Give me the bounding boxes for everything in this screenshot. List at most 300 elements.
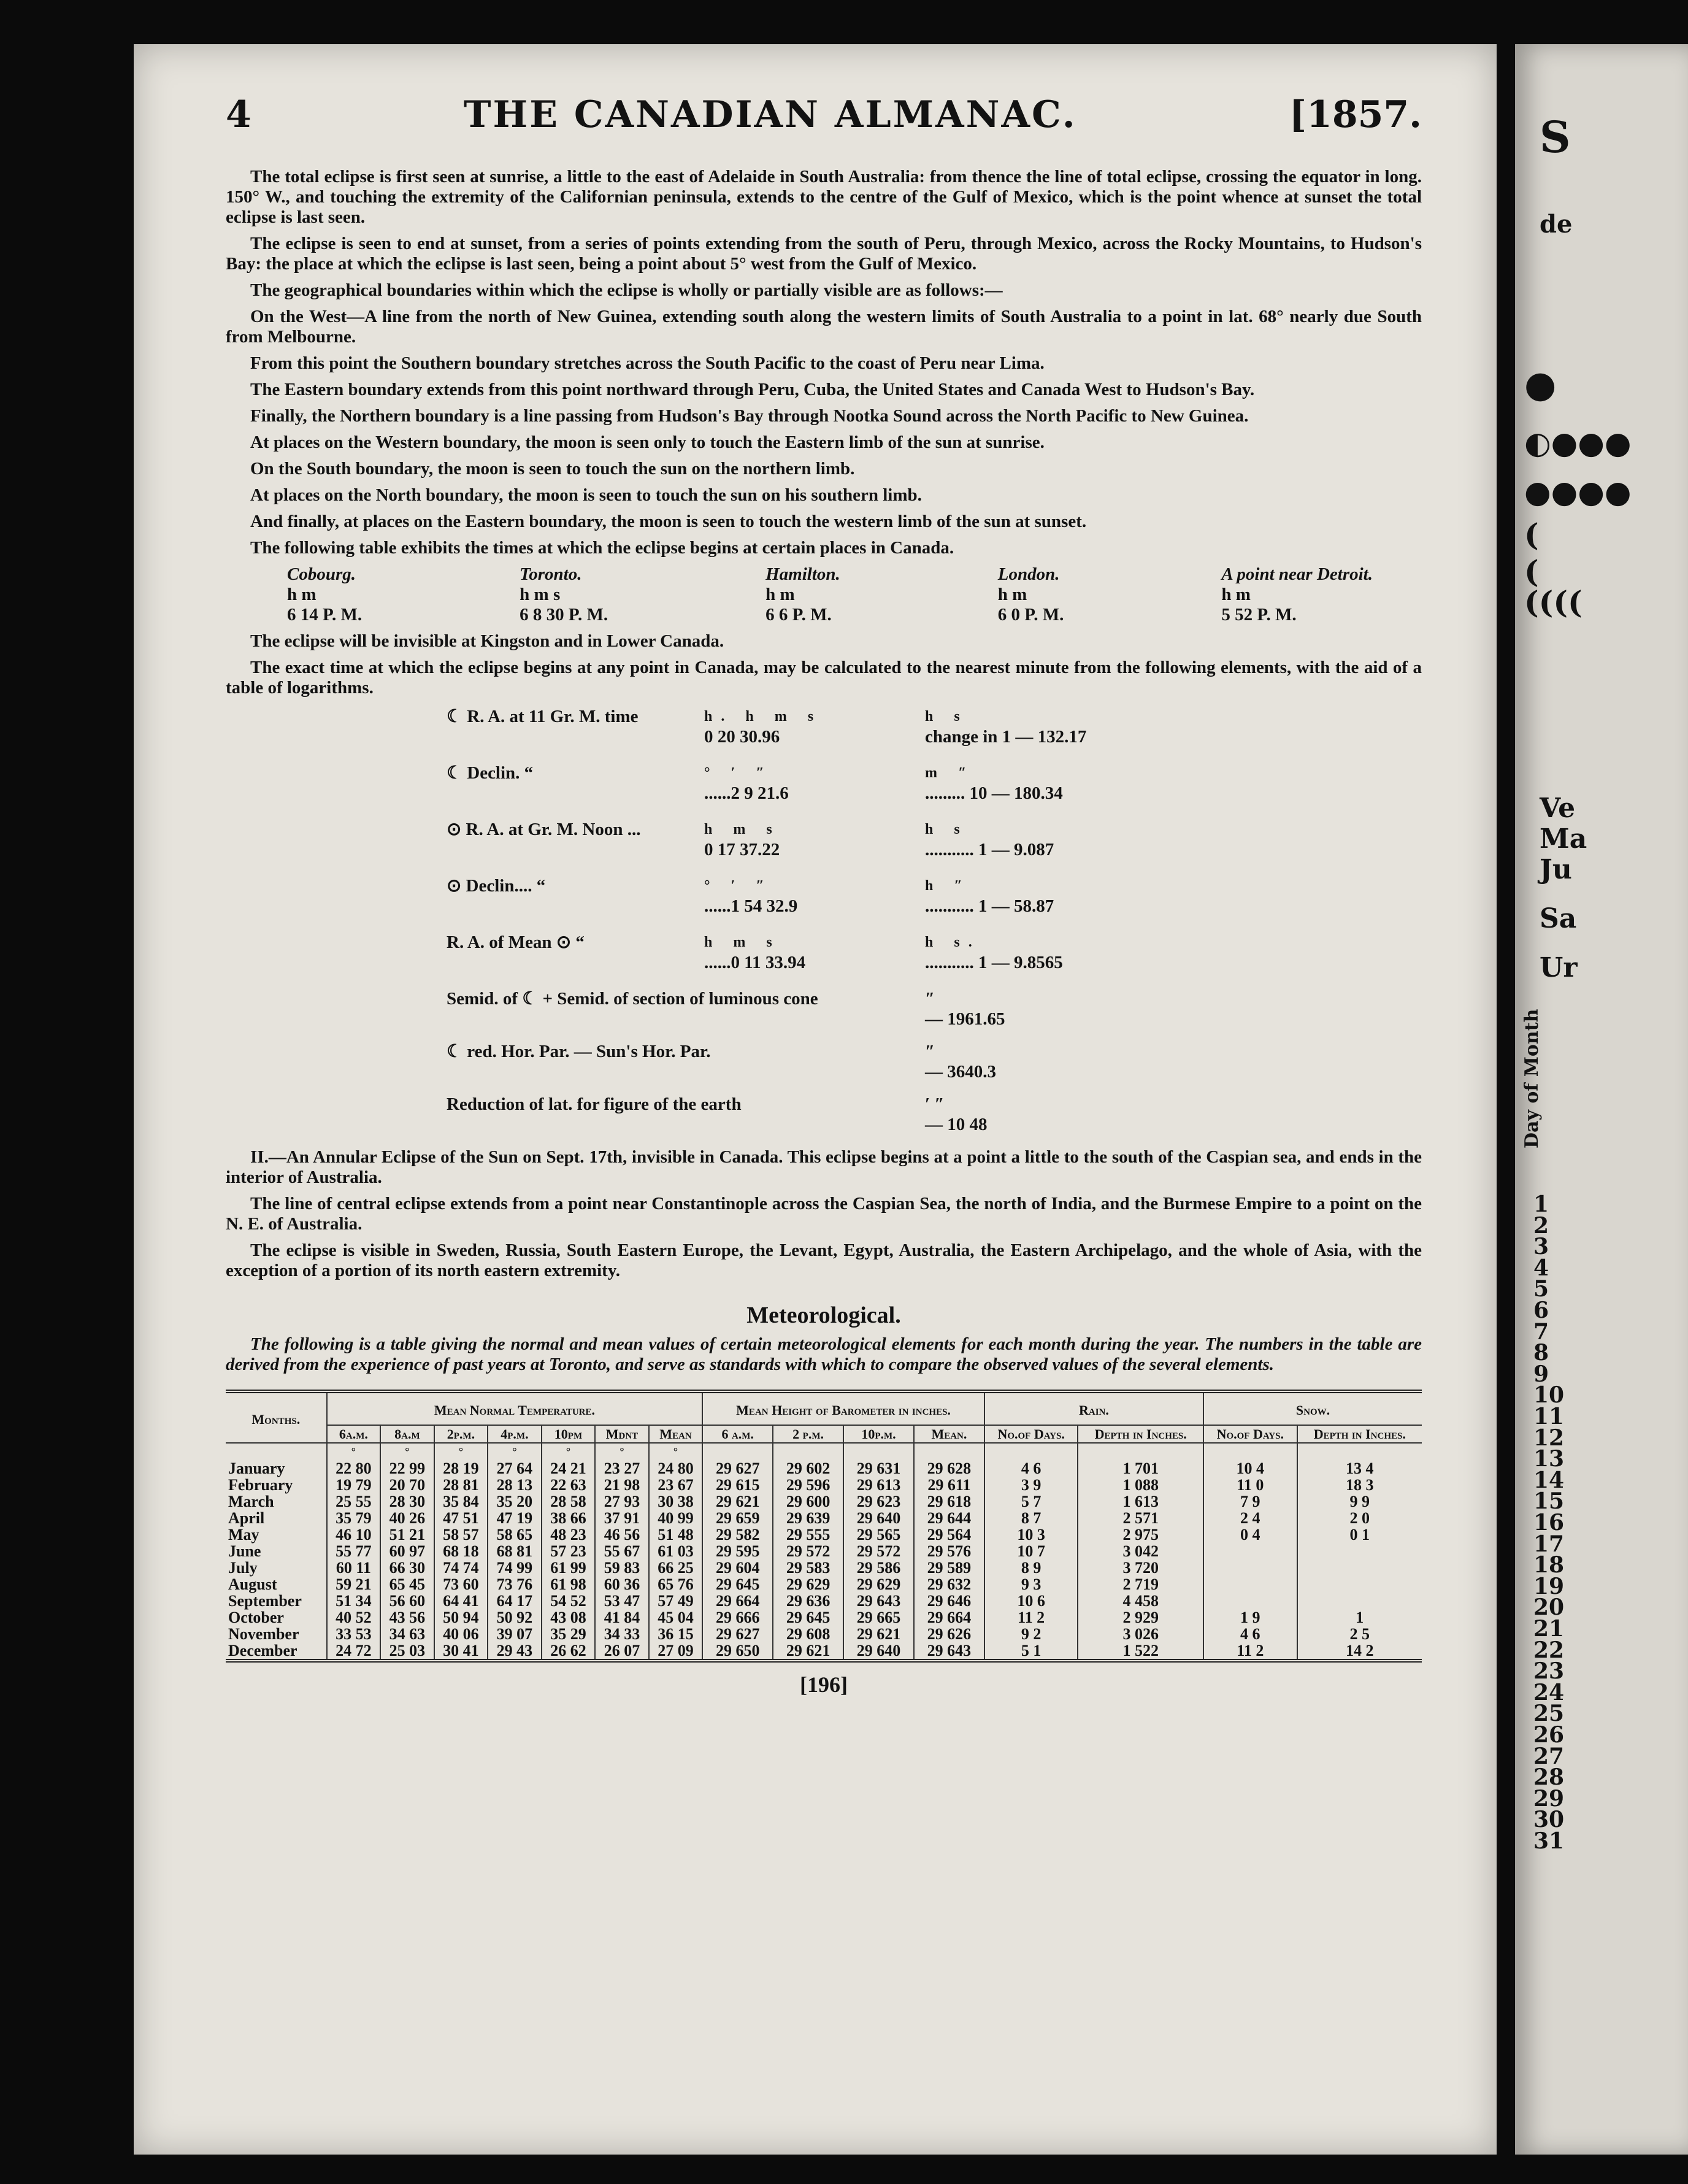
cell-value: 35 29: [542, 1626, 596, 1642]
table-row: [226, 1593, 1422, 1609]
change-units: h s: [925, 709, 969, 725]
day-number: 22: [1533, 1637, 1565, 1663]
column-header: No.of Days.: [1203, 1425, 1297, 1443]
cell-value: [1297, 1559, 1422, 1576]
cell-value: 29 650: [702, 1642, 773, 1661]
cell-value: 23 27: [595, 1460, 649, 1477]
cell-value: 36 15: [649, 1626, 703, 1642]
column-header: 4p.m.: [488, 1425, 542, 1443]
cell-value: 29 664: [702, 1593, 773, 1609]
cell-value: 29 640: [843, 1510, 914, 1526]
column-header: Mdnt: [595, 1425, 649, 1443]
element-change: [925, 820, 1158, 860]
cell-value: 24 72: [327, 1642, 381, 1661]
cell-value: 29 600: [773, 1493, 843, 1510]
cell-value: 55 67: [595, 1543, 649, 1559]
cell-value: 29 623: [843, 1493, 914, 1510]
element-change: [925, 707, 1158, 747]
column-header: No.of Days.: [984, 1425, 1078, 1443]
element-label: ☾ red. Hor. Par. — Sun's Hor. Par.: [447, 1042, 711, 1061]
cell-value: 27 64: [488, 1460, 542, 1477]
element-number: — 10 48: [925, 1115, 988, 1134]
paragraph: The eclipse is seen to end at sunset, from a series of points extending from the south of Peru, through Mexico, across the Rocky Mountains, to Hudson's Bay: the place at which the eclipse is last seen, being a point about 5° west from the Gulf of Mexico.: [226, 234, 1422, 274]
month-name: February: [228, 1476, 293, 1494]
degree-blank: [843, 1443, 914, 1460]
paragraphs-top: [226, 167, 1422, 558]
cell-value: 27 93: [595, 1493, 649, 1510]
city-name: London.: [997, 564, 1060, 584]
day-number: 9: [1533, 1361, 1549, 1387]
cell-value: 10 3: [984, 1526, 1078, 1543]
cell-value: 29 582: [702, 1526, 773, 1543]
city-time: [1221, 564, 1373, 625]
cell-value: 1 522: [1078, 1642, 1203, 1661]
next-page-fragment: ●●●●: [1524, 474, 1632, 510]
day-number: 25: [1533, 1701, 1565, 1727]
city-name: Toronto.: [520, 564, 582, 584]
city-units: h m: [287, 585, 316, 604]
city-time: [765, 564, 840, 625]
cell-value: 40 06: [434, 1626, 488, 1642]
next-page-fragment: (: [1524, 517, 1539, 553]
degree-blank: [1297, 1443, 1422, 1460]
element-label: ⊙ Declin.... “: [447, 876, 546, 896]
cell-value: 2 571: [1078, 1510, 1203, 1526]
element-units: h. h m s: [704, 709, 823, 725]
month-name: March: [228, 1493, 274, 1510]
cell-value: 22 80: [327, 1460, 381, 1477]
cell-value: 29 643: [843, 1593, 914, 1609]
cell-value: 60 36: [595, 1576, 649, 1593]
cell-value: 65 76: [649, 1576, 703, 1593]
day-number: 8: [1533, 1340, 1549, 1366]
element-number: ......0 11 33.94: [704, 953, 806, 972]
cell-value: 13 4: [1297, 1460, 1422, 1477]
element-label: Semid. of ☾ + Semid. of section of luminous cone: [447, 989, 818, 1009]
cell-value: 29 639: [773, 1510, 843, 1526]
degree-blank: [984, 1443, 1078, 1460]
cell-value: 29 666: [702, 1609, 773, 1626]
page-number: 4: [226, 93, 251, 136]
element-value: [704, 876, 925, 917]
degree-blank: [773, 1443, 843, 1460]
cell-value: 29 636: [773, 1593, 843, 1609]
page-content: [226, 93, 1422, 1695]
cell-value: 1 9: [1203, 1609, 1297, 1626]
cell-value: 61 03: [649, 1543, 703, 1559]
degree-blank: [702, 1443, 773, 1460]
cell-value: 26 62: [542, 1642, 596, 1661]
cell-value: [1297, 1593, 1422, 1609]
group-header: Months.: [226, 1391, 327, 1443]
element-row: [447, 707, 1422, 747]
day-number: 26: [1533, 1722, 1565, 1748]
cell-value: [1203, 1593, 1297, 1609]
element-value: [925, 1094, 1158, 1135]
cell-value: 3 9: [984, 1477, 1078, 1493]
day-number: 15: [1533, 1488, 1565, 1515]
city-units: h m: [765, 585, 795, 604]
next-page-edge: [1515, 44, 1688, 2155]
cell-value: 65 45: [380, 1576, 434, 1593]
city-units: h m: [1221, 585, 1251, 604]
next-page-fragment: Ju: [1540, 854, 1572, 885]
cell-value: 29 631: [843, 1460, 914, 1477]
element-row: [447, 876, 1422, 917]
day-number: 5: [1533, 1276, 1549, 1302]
degree-row: [226, 1443, 1422, 1460]
cell-value: 29 611: [914, 1477, 984, 1493]
cell-value: 11 2: [1203, 1642, 1297, 1661]
change-units: h ″: [925, 878, 971, 894]
element-row: [447, 820, 1422, 860]
column-header: Depth in Inches.: [1297, 1425, 1422, 1443]
cell-value: 35 84: [434, 1493, 488, 1510]
cell-value: 9 9: [1297, 1493, 1422, 1510]
next-page-fragment: (: [1524, 553, 1539, 590]
element-units: ′ ″: [925, 1094, 945, 1114]
cell-value: 29 596: [773, 1477, 843, 1493]
cell-value: 11 0: [1203, 1477, 1297, 1493]
element-label: R. A. of Mean ⊙ “: [447, 932, 585, 952]
cell-value: 28 19: [434, 1460, 488, 1477]
cell-value: 19 79: [327, 1477, 381, 1493]
city-time: [287, 564, 362, 625]
cell-value: 48 23: [542, 1526, 596, 1543]
month-name: July: [228, 1559, 258, 1577]
cell-value: 29 645: [702, 1576, 773, 1593]
day-number: 4: [1533, 1255, 1549, 1281]
table-row: [226, 1626, 1422, 1642]
cell-value: 64 17: [488, 1593, 542, 1609]
cell-value: 2 975: [1078, 1526, 1203, 1543]
cell-value: 34 63: [380, 1626, 434, 1642]
element-units: ° ′ ″: [704, 878, 773, 894]
day-number: 7: [1533, 1318, 1549, 1345]
cell-value: 3 720: [1078, 1559, 1203, 1576]
cell-value: 61 99: [542, 1559, 596, 1576]
cell-value: 29 629: [843, 1576, 914, 1593]
cell-value: 51 21: [380, 1526, 434, 1543]
next-page-fragment: Ur: [1540, 952, 1578, 983]
cell-value: 51 48: [649, 1526, 703, 1543]
degree-mark: °: [595, 1443, 649, 1460]
paragraph: II.—An Annular Eclipse of the Sun on Sept. 17th, invisible in Canada. This eclipse begins at a point a little to the south of the Caspian sea, and ends in the interior of Australia.: [226, 1147, 1422, 1187]
cell-value: 29 621: [843, 1626, 914, 1642]
cell-value: 30 41: [434, 1642, 488, 1661]
cell-value: [1203, 1559, 1297, 1576]
paragraph: The geographical boundaries within which the eclipse is wholly or partially visible are as follows:—: [250, 280, 1003, 300]
cell-value: 7 9: [1203, 1493, 1297, 1510]
paragraph: The line of central eclipse extends from a point near Constantinople across the Caspian Sea, the north of India, and the Burmese Empire to a point on the N. E. of Australia.: [226, 1194, 1422, 1234]
cell-value: 59 83: [595, 1559, 649, 1576]
cell-value: 25 55: [327, 1493, 381, 1510]
page-label: [196]: [800, 1672, 848, 1697]
cell-value: 50 94: [434, 1609, 488, 1626]
group-header: Snow.: [1203, 1391, 1422, 1425]
day-number: 27: [1533, 1743, 1565, 1769]
cell-value: 30 38: [649, 1493, 703, 1510]
day-number: 31: [1533, 1828, 1565, 1854]
table-row: [226, 1576, 1422, 1593]
cell-value: 29 595: [702, 1543, 773, 1559]
cell-value: 74 74: [434, 1559, 488, 1576]
cell-value: 29 665: [843, 1609, 914, 1626]
city-time: [998, 564, 1064, 625]
cell-value: 56 60: [380, 1593, 434, 1609]
element-number: — 3640.3: [925, 1062, 996, 1082]
day-number: 2: [1533, 1212, 1549, 1239]
cell-value: 22 63: [542, 1477, 596, 1493]
cell-value: 37 91: [595, 1510, 649, 1526]
element-extra-row: [447, 1094, 1422, 1135]
day-number: 1: [1533, 1191, 1549, 1217]
cell-value: 9 2: [984, 1626, 1078, 1642]
day-number: 14: [1533, 1467, 1565, 1493]
change-value: ........... 1 — 9.087: [925, 840, 1054, 859]
element-extra-row: [447, 1042, 1422, 1082]
column-header: 8a.m: [380, 1425, 434, 1443]
cell-value: 28 81: [434, 1477, 488, 1493]
day-number: 28: [1533, 1764, 1565, 1791]
cell-value: 1 701: [1078, 1460, 1203, 1477]
element-value: [925, 989, 1158, 1029]
cell-value: 33 53: [327, 1626, 381, 1642]
cell-value: [1203, 1543, 1297, 1559]
cell-value: 68 18: [434, 1543, 488, 1559]
almanac-page: [134, 44, 1497, 2155]
cell-value: 74 99: [488, 1559, 542, 1576]
day-number: 24: [1533, 1679, 1565, 1705]
cell-value: 5 1: [984, 1642, 1078, 1661]
degree-blank: [226, 1443, 327, 1460]
table-row: [226, 1642, 1422, 1661]
paragraph: Finally, the Northern boundary is a line passing from Hudson's Bay through Nootka Sound across the North Pacific to New Guinea.: [250, 406, 1249, 426]
cell-value: 60 11: [327, 1559, 381, 1576]
cell-value: 29 608: [773, 1626, 843, 1642]
paragraph: And finally, at places on the Eastern boundary, the moon is seen to touch the western limb of the sun at sunset.: [250, 512, 1087, 531]
element-units: ″: [925, 1042, 935, 1061]
cell-value: 0 1: [1297, 1526, 1422, 1543]
cell-value: 54 52: [542, 1593, 596, 1609]
next-page-fragment: ●: [1524, 363, 1557, 406]
paragraph: The Eastern boundary extends from this point northward through Peru, Cuba, the United States and Canada West to Hudson's Bay.: [250, 380, 1255, 399]
cell-value: 28 58: [542, 1493, 596, 1510]
cell-value: 29 589: [914, 1559, 984, 1576]
city-time: [520, 564, 608, 625]
table-row: [226, 1510, 1422, 1526]
cell-value: 29 628: [914, 1460, 984, 1477]
cell-value: 43 08: [542, 1609, 596, 1626]
cell-value: 29 621: [773, 1642, 843, 1661]
column-header: 2 p.m.: [773, 1425, 843, 1443]
month-name: November: [228, 1625, 299, 1643]
day-number: 16: [1533, 1510, 1565, 1536]
cell-value: 50 92: [488, 1609, 542, 1626]
table-row: [226, 1460, 1422, 1477]
cell-value: 51 34: [327, 1593, 381, 1609]
group-header: Mean Normal Temperature.: [327, 1391, 703, 1425]
cell-value: 66 30: [380, 1559, 434, 1576]
day-number: 13: [1533, 1446, 1565, 1472]
cell-value: 11 2: [984, 1609, 1078, 1626]
next-page-fragment: Sa: [1540, 903, 1577, 934]
element-change: [925, 763, 1158, 804]
city-value: 5 52 P. M.: [1221, 605, 1297, 625]
month-name: January: [228, 1459, 285, 1477]
element-row: [447, 763, 1422, 804]
cell-value: 10 7: [984, 1543, 1078, 1559]
degree-blank: [1078, 1443, 1203, 1460]
cell-value: 8 9: [984, 1559, 1078, 1576]
cell-value: 2 4: [1203, 1510, 1297, 1526]
element-value: [704, 820, 925, 860]
change-value: ........... 1 — 9.8565: [925, 953, 1063, 972]
day-number: 19: [1533, 1573, 1565, 1599]
cell-value: 55 77: [327, 1543, 381, 1559]
city-value: 6 6 P. M.: [765, 605, 832, 625]
cell-value: 29 604: [702, 1559, 773, 1576]
article-body: [226, 167, 1422, 1695]
change-units: m ″: [925, 765, 975, 781]
column-header: 2p.m.: [434, 1425, 488, 1443]
cell-value: 10 4: [1203, 1460, 1297, 1477]
cell-value: 29 602: [773, 1460, 843, 1477]
day-number: 12: [1533, 1425, 1565, 1451]
degree-mark: °: [542, 1443, 596, 1460]
paragraph: The eclipse will be invisible at Kingston and in Lower Canada.: [250, 631, 724, 651]
cell-value: 9 3: [984, 1576, 1078, 1593]
cell-value: 14 2: [1297, 1642, 1422, 1661]
column-header: 6a.m.: [327, 1425, 381, 1443]
degree-blank: [914, 1443, 984, 1460]
change-units: h s.: [925, 934, 981, 950]
cell-value: 57 23: [542, 1543, 596, 1559]
running-header: [226, 93, 1422, 136]
cell-value: 3 042: [1078, 1543, 1203, 1559]
city-times: [287, 564, 1373, 625]
paragraph: The eclipse is visible in Sweden, Russia, South Eastern Europe, the Levant, Egypt, Australia, the Eastern Archipelago, and the whole of Asia, with the exception of a portion of its north eastern extremity.: [226, 1240, 1422, 1280]
cell-value: 41 84: [595, 1609, 649, 1626]
cell-value: 59 21: [327, 1576, 381, 1593]
cell-value: [1297, 1543, 1422, 1559]
day-number: 30: [1533, 1807, 1565, 1833]
cell-value: 2 719: [1078, 1576, 1203, 1593]
cell-value: 29 646: [914, 1593, 984, 1609]
cell-value: 23 67: [649, 1477, 703, 1493]
month-name: April: [228, 1509, 265, 1527]
column-header: Mean: [649, 1425, 703, 1443]
cell-value: 53 47: [595, 1593, 649, 1609]
cell-value: 1 088: [1078, 1477, 1203, 1493]
degree-mark: °: [434, 1443, 488, 1460]
cell-value: 43 56: [380, 1609, 434, 1626]
cell-value: 73 76: [488, 1576, 542, 1593]
cell-value: 4 6: [1203, 1626, 1297, 1642]
table-row: [226, 1559, 1422, 1576]
paragraph: The total eclipse is first seen at sunrise, a little to the east of Adelaide in South Australia: from thence the line of total eclipse, crossing the equator in long. 150° W., and touching the extremity of the Californian peninsula, extends to the centre of the Gulf of Mexico, which is the point whence at sunset the total eclipse is last seen.: [226, 167, 1422, 227]
month-name: May: [228, 1526, 259, 1544]
element-label: ⊙ R. A. at Gr. M. Noon ...: [447, 820, 641, 839]
annular-eclipse-section: [226, 1147, 1422, 1281]
cell-value: 47 51: [434, 1510, 488, 1526]
day-number: 17: [1533, 1531, 1565, 1557]
element-units: h m s: [704, 934, 781, 950]
element-number: 0 17 37.22: [704, 840, 780, 859]
cell-value: 40 26: [380, 1510, 434, 1526]
element-value: [704, 763, 925, 804]
cell-value: 40 99: [649, 1510, 703, 1526]
cell-value: 29 643: [914, 1642, 984, 1661]
column-header: 10p.m.: [843, 1425, 914, 1443]
city-value: 6 14 P. M.: [287, 605, 363, 625]
group-header: Rain.: [984, 1391, 1203, 1425]
cell-value: 61 98: [542, 1576, 596, 1593]
next-page-fragment: ◐●●●: [1524, 425, 1632, 461]
cell-value: 46 56: [595, 1526, 649, 1543]
month-name: August: [228, 1575, 277, 1593]
cell-value: 20 70: [380, 1477, 434, 1493]
meteorological-heading: Meteorological.: [746, 1302, 901, 1328]
cell-value: 2 5: [1297, 1626, 1422, 1642]
city-name: Cobourg.: [287, 564, 356, 584]
element-value: [704, 707, 925, 747]
change-units: h s: [925, 821, 969, 837]
city-units: h m: [997, 585, 1027, 604]
cell-value: 29 645: [773, 1609, 843, 1626]
degree-mark: °: [380, 1443, 434, 1460]
element-number: ......1 54 32.9: [704, 896, 798, 916]
cell-value: 39 07: [488, 1626, 542, 1642]
cell-value: 29 565: [843, 1526, 914, 1543]
next-page-fragment: ((((: [1524, 584, 1582, 620]
day-number: 6: [1533, 1298, 1549, 1323]
cell-value: 29 564: [914, 1526, 984, 1543]
cell-value: 22 99: [380, 1460, 434, 1477]
cell-value: 29 615: [702, 1477, 773, 1493]
element-value: [704, 932, 925, 973]
column-header: 6 a.m.: [702, 1425, 773, 1443]
element-number: — 1961.65: [925, 1009, 1005, 1029]
cell-value: 28 13: [488, 1477, 542, 1493]
paragraph: The exact time at which the eclipse begins at any point in Canada, may be calculated to the nearest minute from the following elements, with the aid of a table of logarithms.: [226, 658, 1422, 698]
next-page-fragment: de: [1540, 210, 1573, 239]
cell-value: 29 572: [773, 1543, 843, 1559]
paragraph: At places on the North boundary, the moon is seen to touch the sun on his southern limb.: [250, 485, 922, 505]
meteorological-table: [226, 1390, 1422, 1663]
cell-value: 45 04: [649, 1609, 703, 1626]
paragraphs-mid: [226, 631, 1422, 698]
month-name: June: [228, 1542, 261, 1560]
cell-value: 60 97: [380, 1543, 434, 1559]
paragraph: On the South boundary, the moon is seen to touch the sun on the northern limb.: [250, 459, 855, 479]
cell-value: 29 583: [773, 1559, 843, 1576]
table-row: [226, 1526, 1422, 1543]
cell-value: 3 026: [1078, 1626, 1203, 1642]
cell-value: 40 52: [327, 1609, 381, 1626]
next-page-fragment: Ve: [1540, 793, 1576, 824]
cell-value: 10 6: [984, 1593, 1078, 1609]
day-number: 20: [1533, 1594, 1565, 1621]
cell-value: 29 586: [843, 1559, 914, 1576]
element-change: [925, 876, 1158, 917]
month-name: September: [228, 1592, 302, 1610]
change-value: ........... 1 — 58.87: [925, 896, 1054, 916]
cell-value: 25 03: [380, 1642, 434, 1661]
cell-value: 27 09: [649, 1642, 703, 1661]
year: [1857.: [1289, 93, 1422, 136]
element-units: h m s: [704, 821, 781, 837]
